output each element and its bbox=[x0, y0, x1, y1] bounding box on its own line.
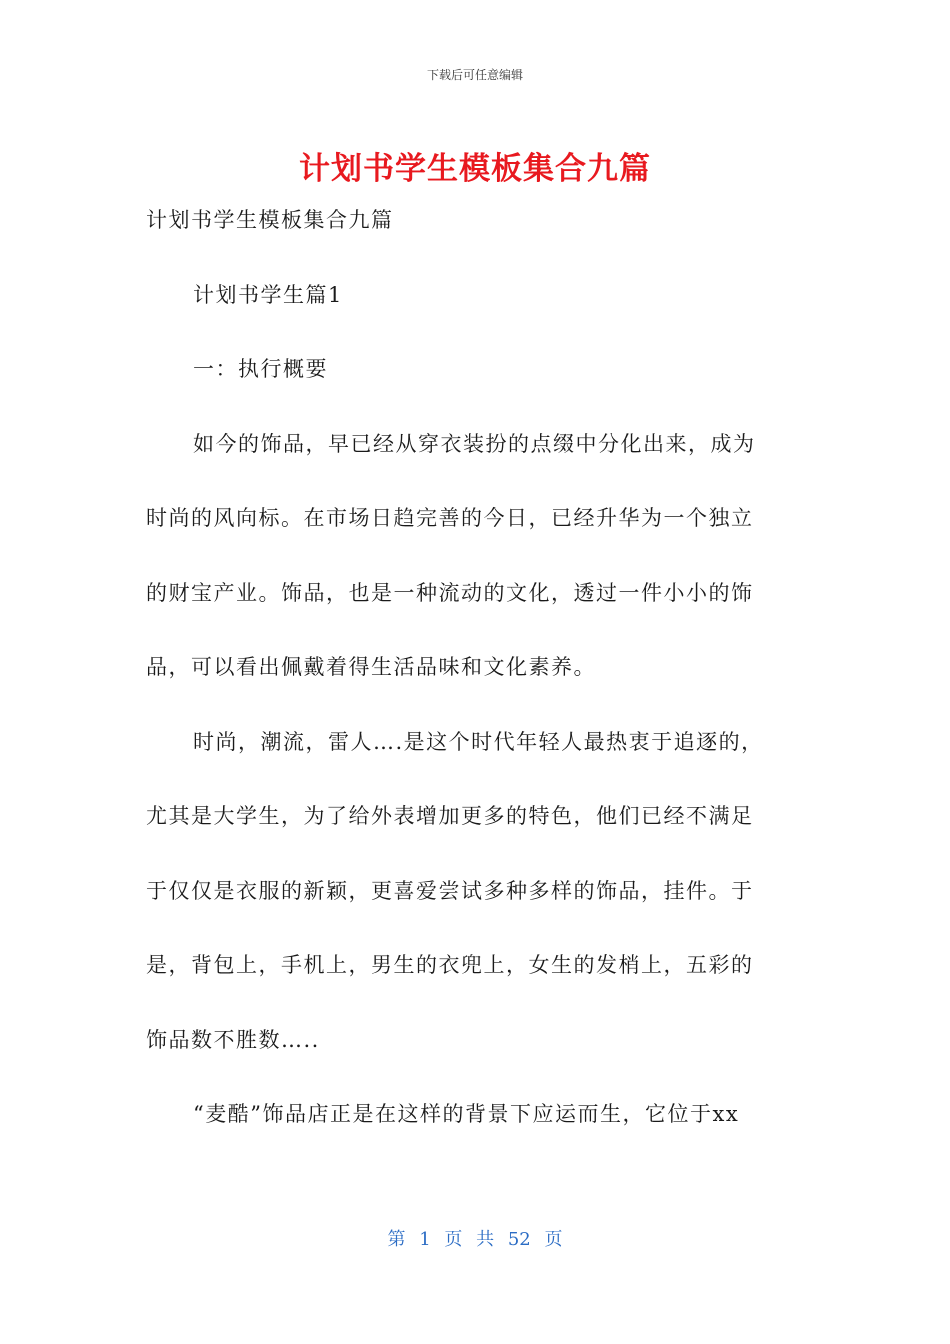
body-line: 时尚的风向标。在市场日趋完善的今日，已经升华为一个独立 bbox=[146, 506, 754, 530]
body-line: 时尚，潮流，雷人….是这个时代年轻人最热衷于追逐的， bbox=[193, 729, 764, 754]
body-line: 于仅仅是衣服的新颖，更喜爱尝试多种多样的饰品，挂件。于 bbox=[146, 878, 754, 903]
body-line: 计划书学生模板集合九篇 bbox=[146, 208, 394, 232]
body-line: “麦酷”饰品店正是在这样的背景下应运而生，它位于xx bbox=[193, 1102, 740, 1126]
body-line: 饰品数不胜数….. bbox=[146, 1027, 320, 1052]
body-line: 一：执行概要 bbox=[193, 357, 328, 381]
page-number-footer: 第 1 页 共 52 页 bbox=[387, 1229, 563, 1250]
header-note: 下载后可任意编辑 bbox=[426, 68, 523, 82]
document-title: 计划书学生模板集合九篇 bbox=[299, 151, 651, 187]
body-line: 的财宝产业。饰品，也是一种流动的文化，透过一件小小的饰 bbox=[146, 580, 754, 605]
body-line: 如今的饰品，早已经从穿衣装扮的点缀中分化出来，成为 bbox=[193, 431, 756, 456]
body-line: 是，背包上，手机上，男生的衣兜上，女生的发梢上，五彩的 bbox=[146, 953, 754, 977]
body-line: 尤其是大学生，为了给外表增加更多的特色，他们已经不满足 bbox=[146, 804, 754, 828]
body-line: 品，可以看出佩戴着得生活品味和文化素养。 bbox=[146, 655, 596, 679]
document-body bbox=[146, 200, 806, 1169]
body-line: 计划书学生篇1 bbox=[193, 282, 343, 307]
